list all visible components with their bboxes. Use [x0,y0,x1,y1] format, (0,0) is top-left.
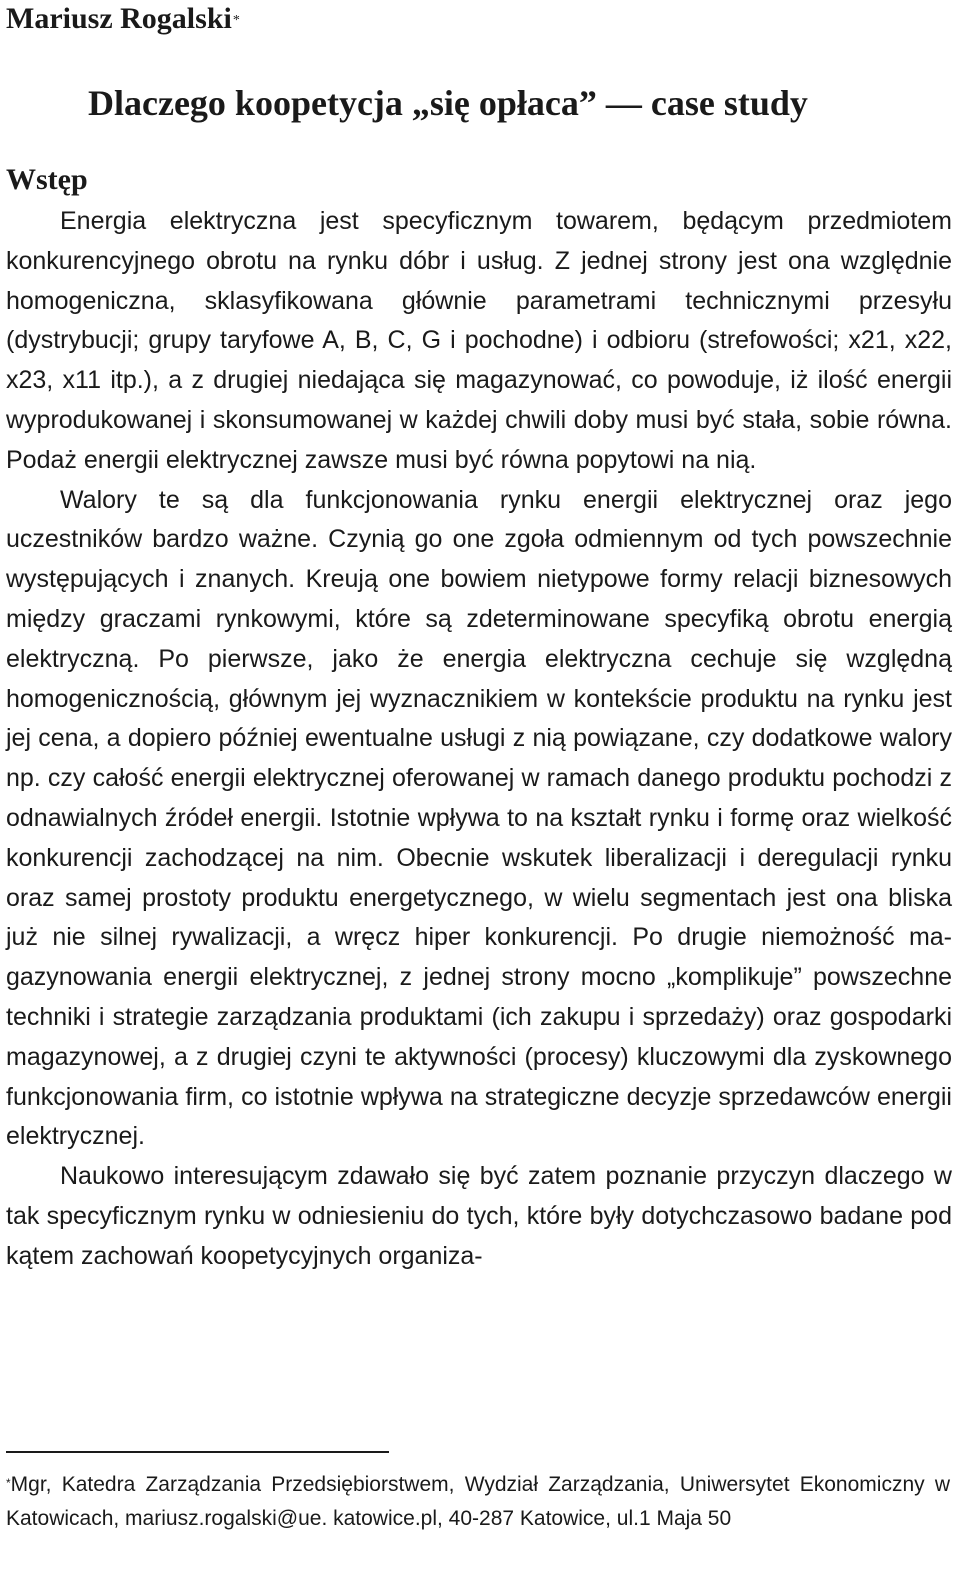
author-footnote-marker: * [232,13,240,28]
footnote-text: Mgr, Katedra Zarządzania Przedsiębiorstwem, Wydział Zarządzania, Uniwersytet Ekonomiczny w Katowicach, mariusz.rogalski@ue. katowice.pl, 40-287 Katowice, ul.1 Maja 50 [6,1473,950,1530]
author-name-text: Mariusz Rogalski [6,2,232,35]
article-title: Dlaczego koopetycja „się opłaca” — case study [88,83,808,123]
footnote-separator [6,1451,389,1453]
paragraph: Naukowo interesującym zdawało się być zatem poznanie przyczyn dlaczego w tak specyficznym rynku w odniesieniu do tych, które były dotychczasowo badane pod kątem zachowań koopetycyjnych organiza- [6,1162,952,1270]
footnote-marker: * [6,1476,11,1490]
paragraph: Energia elektryczna jest specyficznym towarem, będącym przedmiotem konkurencyjnego obrotu na rynku dóbr i usług. Z jednej strony jest ona względnie homogeniczna, sklasyfikowana głównie parametrami technicznymi przesyłu (dystrybucji; grupy taryfowe A, B, C, G i pochodne) i odbioru (strefowości; x21, x22, x23, x11 itp.), a z drugiej niedająca się magazynować, co powoduje, iż ilość energii wyprodukowanej i skonsumowanej w każdej chwili doby musi być stała, sobie równa. Podaż energii elektrycznej zawsze musi być równa popytowi na nią. [6,207,952,474]
author-name [6,0,240,38]
section-heading: Wstęp [6,163,88,196]
footnote [6,1468,950,1536]
body-text [6,202,952,1277]
paragraph: Walory te są dla funkcjonowania rynku energii elektrycznej oraz jego uczestników bardzo ważne. Czynią go one zgoła odmiennym od tych powszechnie występujących i znanych. Kreują one bowiem nietypowe formy relacji biznesowych między graczami rynkowymi, które są zdeterminowane specyfiką obrotu energią elektryczną. Po pierwsze, jako że energia elektryczna cechuje się względną homogenicznością, głównym jej wyznacznikiem w kontekście produktu na rynku jest jej cena, a dopiero później ewentualne usługi z nią powiązane, czy dodatkowe walory np. czy całość energii elektrycznej oferowanej w ramach danego produktu pochodzi z odnawialnych źródeł energii. Istotnie wpływa to na kształt rynku i formę oraz wielkość konkurencji zachodzącej na nim. Obecnie wskutek liberalizacji i deregulacji rynku oraz samej prostoty produktu energetycznego, w wielu segmentach jest ona bliska już nie silnej rywalizacji, a wręcz hiper konkurencji. Po drugie niemożność magazynowania energii elektrycznej, z jednej strony mocno „komplikuje” powszechne techniki i strategie zarządzania produktami (ich zakupu i sprzedaży) oraz gospodarki magazynowej, a z drugiej czyni te aktywności (procesy) kluczowymi dla zyskownego funkcjonowania firm, co istotnie wpływa na strategiczne decyzje sprzedawców energii elektrycznej. [6,485,952,1151]
